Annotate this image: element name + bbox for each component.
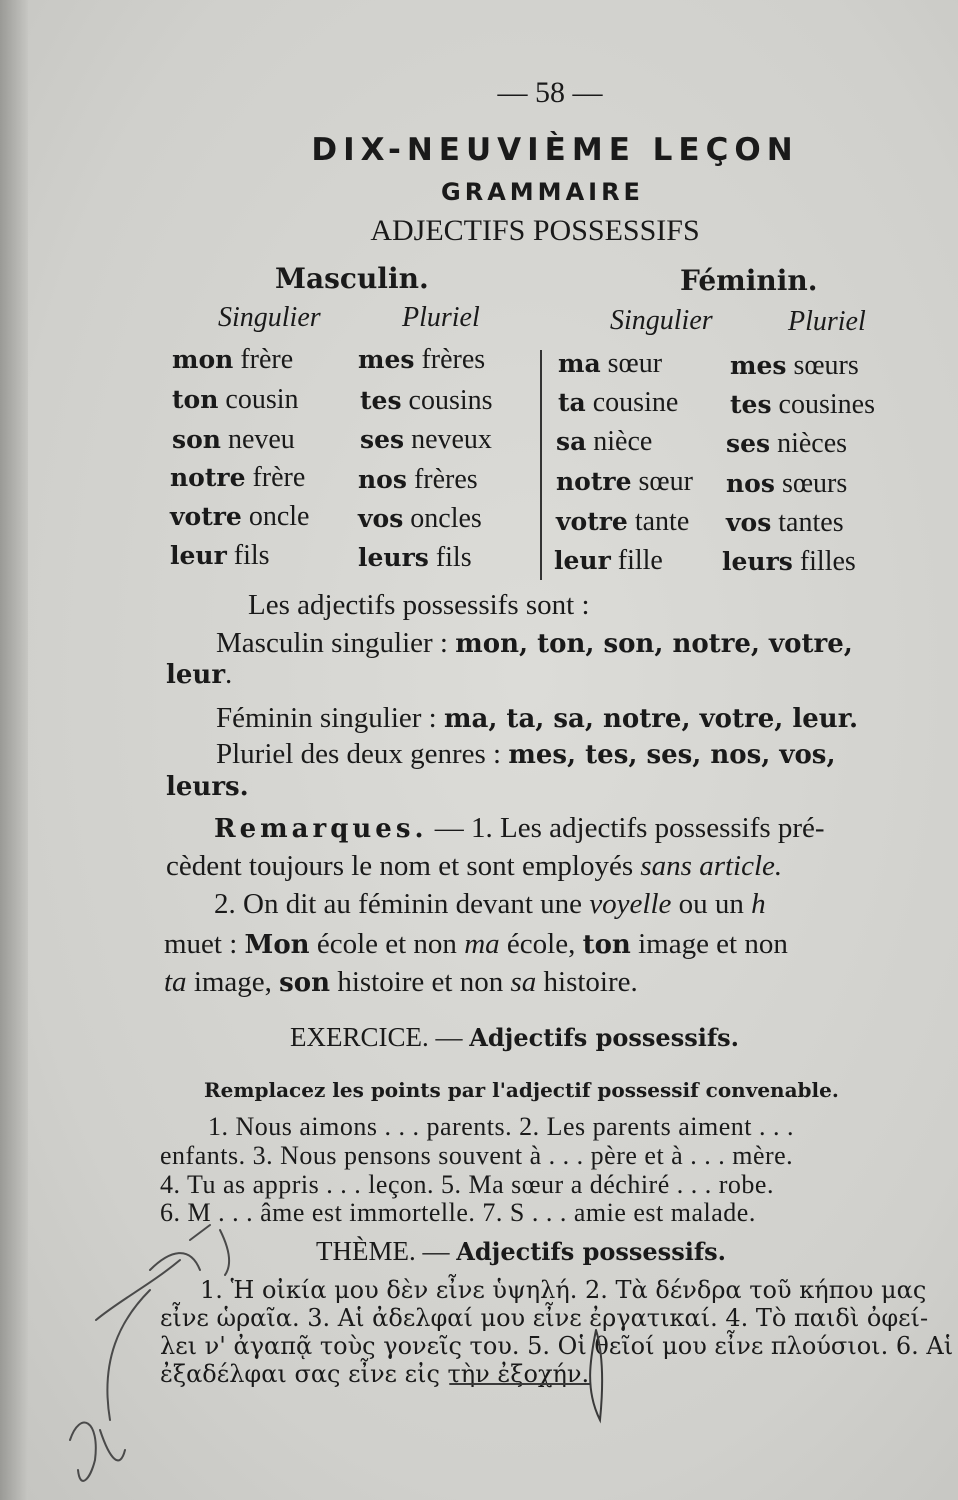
theme-line: λει ν' ἀγαπᾷ τοὺς γονεῖς του. 5. Οἱ θεῖοί μου εἶνε πλούσιοι. 6. Αἱ xyxy=(160,1332,954,1360)
table-row: mes frères xyxy=(358,344,486,375)
masc-singulier-label: Singulier xyxy=(218,302,321,333)
table-row: vos tantes xyxy=(726,507,844,538)
remark-1-cont: cèdent toujours le nom et sont employés sans article. xyxy=(166,850,783,882)
theme-line: εἶνε ὡραῖα. 3. Αἱ ἀδελφαί μου εἶνε ἐργατικαί. 4. Τὸ παιδὶ ὀφεί- xyxy=(160,1304,929,1332)
remark-1: Remarques. — 1. Les adjectifs possessifs pré- xyxy=(214,812,825,844)
rules-intro: Les adjectifs possessifs sont : xyxy=(248,589,590,621)
page-number: — 58 — xyxy=(497,76,603,109)
table-row: vos oncles xyxy=(358,503,482,534)
theme-line: 1. Ἡ οἰκία μου δὲν εἶνε ὑψηλή. 2. Τὰ δένδρα τοῦ κήπου μας xyxy=(200,1276,927,1304)
table-row: ses nièces xyxy=(726,428,848,459)
exercise-line: enfants. 3. Nous pensons souvent à . . . père et à . . . mère. xyxy=(160,1141,794,1170)
theme-line: ἐξαδέλφαι σας εἶνε εἰς τὴν ἐξοχήν. xyxy=(160,1360,590,1388)
table-row: votre oncle xyxy=(170,501,310,532)
lesson-title: DIX-NEUVIÈME LEÇON xyxy=(311,132,799,168)
table-row: ses neveux xyxy=(360,424,492,455)
fem-pluriel-label: Pluriel xyxy=(788,306,866,337)
table-row: mes sœurs xyxy=(730,350,859,381)
remark-2: 2. On dit au féminin devant une voyelle ou un h xyxy=(214,888,766,920)
table-row: sa nièce xyxy=(556,426,653,457)
rule-pluriel: Pluriel des deux genres : mes, tes, ses, nos, vos, xyxy=(216,738,836,770)
remark-2-end: ta image, son histoire et non sa histoire. xyxy=(164,966,638,998)
table-row: nos frères xyxy=(358,464,478,495)
exercise-line: 1. Nous aimons . . . parents. 2. Les parents aiment . . . xyxy=(208,1112,794,1141)
table-row: notre frère xyxy=(170,462,306,493)
exercise-heading: EXERCICE. — Adjectifs possessifs. xyxy=(290,1022,740,1052)
rule-masculin-end: leur. xyxy=(166,658,233,690)
theme-heading: THÈME. — Adjectifs possessifs. xyxy=(316,1236,727,1266)
table-row: ta cousine xyxy=(558,387,679,418)
exercise-line: 6. M . . . âme est immortelle. 7. S . . . amie est malade. xyxy=(160,1198,756,1227)
table-row: tes cousins xyxy=(360,385,493,416)
feminin-header: Féminin. xyxy=(680,264,818,297)
table-row: votre tante xyxy=(556,506,690,537)
table-row: notre sœur xyxy=(556,466,693,497)
masc-pluriel-label: Pluriel xyxy=(402,302,480,333)
table-row: mon frère xyxy=(172,344,294,375)
rule-masculin: Masculin singulier : mon, ton, son, notre, votre, xyxy=(216,627,853,659)
topic-heading: ADJECTIFS POSSESSIFS xyxy=(370,214,700,247)
masculin-header: Masculin. xyxy=(275,262,429,295)
table-row: leur fille xyxy=(554,545,663,576)
table-row: leur fils xyxy=(170,540,270,571)
table-row: ma sœur xyxy=(558,348,663,379)
remark-2-cont: muet : Mon école et non ma école, ton image et non xyxy=(164,928,788,960)
exercise-line: 4. Tu as appris . . . leçon. 5. Ma sœur a déchiré . . . robe. xyxy=(160,1170,774,1199)
table-row: leurs filles xyxy=(722,546,856,577)
table-row: nos sœurs xyxy=(726,468,848,499)
fem-singulier-label: Singulier xyxy=(610,305,713,336)
section-heading: GRAMMAIRE xyxy=(441,178,644,206)
rule-feminin: Féminin singulier : ma, ta, sa, notre, votre, leur. xyxy=(216,702,859,734)
table-row: tes cousines xyxy=(730,389,875,420)
table-row: leurs fils xyxy=(358,542,472,573)
table-row: ton cousin xyxy=(172,384,299,415)
rule-pluriel-end: leurs. xyxy=(166,772,249,802)
table-row: son neveu xyxy=(172,424,295,455)
exercise-instruction: Remplacez les points par l'adjectif possessif convenable. xyxy=(204,1078,839,1102)
